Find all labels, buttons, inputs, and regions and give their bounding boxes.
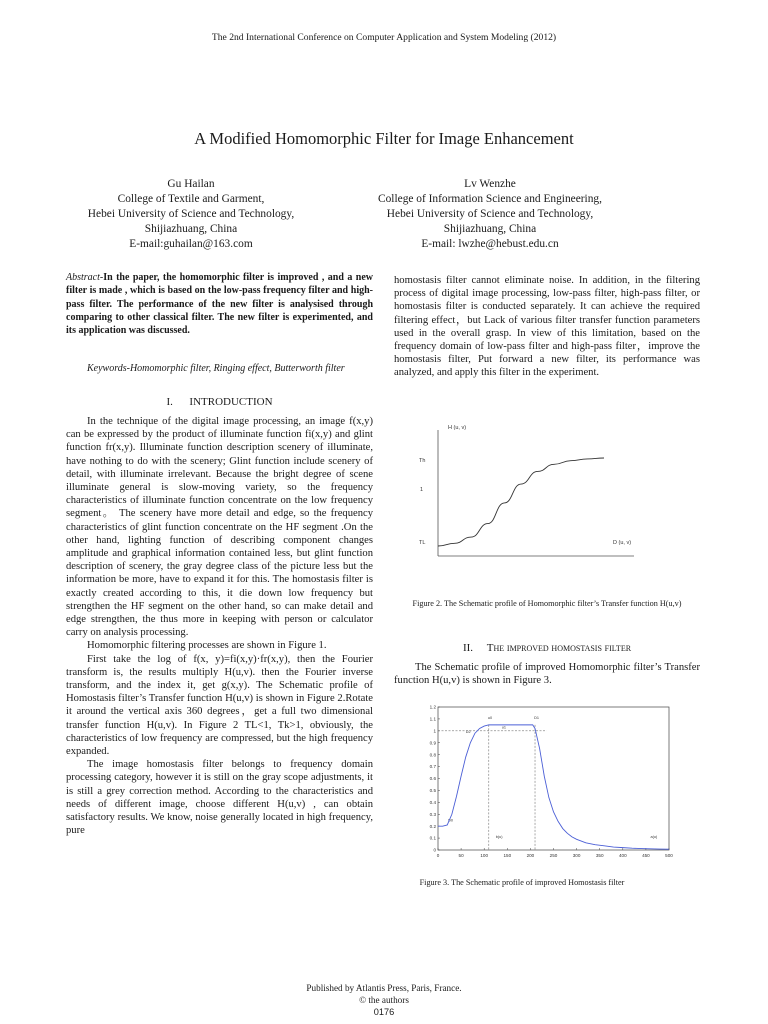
- author-city: Shijiazhuang, China: [443, 223, 537, 235]
- y-tick-label: 0.2: [429, 823, 436, 829]
- y-tick-label: 1: [433, 728, 436, 734]
- x-tick-label: 100: [480, 853, 489, 858]
- author-name: Lv Wenzhe: [464, 178, 516, 190]
- y-tick-label: 0.8: [429, 752, 436, 758]
- y-tick-label: 0: [433, 847, 436, 853]
- section-number: II.: [462, 642, 474, 654]
- curve-annotation: u1: [501, 725, 506, 730]
- continued-paragraph: homostasis filter cannot eliminate noise. In addition, in the filtering process of digital image processing, low-pass filter, high-pass filter, or homostasis filter is conducted separately. It can achieve the required filtering effect，but Lack of various filter transfer function parameters used in the overall grasp. In view of this limitation, based on the frequency domain of low-pass filter and high-pass filter，improve the homostasis filter, Put forward a new filter, its performance was analyzed, and apply this filter in the experiment.: [394, 275, 700, 379]
- abstract-text: In the paper, the homomorphic filter is improved , and a new filter is made , which is based on the low-pass frequency filter and high-pass filter. The performance of the new filter is analysised through comparing to other classical filter. The new filter is experimented, and its application was discussed.: [66, 272, 373, 337]
- section-heading-improved-filter: [394, 642, 700, 655]
- curve-annotation: b(u): [495, 835, 503, 840]
- author-name: Gu Hailan: [167, 178, 215, 190]
- figure-2-chart: [408, 418, 648, 563]
- page-number: 0176: [373, 1007, 395, 1017]
- y-tick-label: 0.9: [429, 740, 436, 746]
- author-email: E-mail:guhailan@163.com: [129, 238, 253, 250]
- curve-annotation: D1: [534, 715, 539, 720]
- y-tick-label: 0.3: [429, 811, 436, 817]
- section-title: The improved homostasis filter: [486, 642, 632, 654]
- intro-paragraph-2: Homomorphic filtering processes are shown in Figure 1.: [87, 640, 327, 652]
- x-tick-label: 400: [618, 853, 627, 858]
- x-tick-label: 50: [458, 853, 464, 858]
- abstract: [66, 271, 373, 337]
- curve-annotation: D2: [465, 730, 471, 735]
- right-column-text: [394, 274, 700, 380]
- author-block-1: [66, 177, 316, 252]
- section-2-body: [394, 661, 700, 687]
- x-tick-label: 0: [436, 853, 440, 858]
- figure-3-caption: Figure 3. The Schematic profile of improved Homostasis filter: [419, 878, 625, 887]
- x-tick-label: 200: [526, 853, 535, 858]
- x-tick-label: 300: [572, 853, 581, 858]
- curve-annotation: u0: [487, 715, 493, 720]
- y-tick-label: 0.1: [429, 835, 436, 841]
- x-tick-label: 350: [595, 853, 604, 858]
- figure-2-caption: Figure 2. The Schematic profile of Homomorphic filter’s Transfer function H(u,v): [412, 599, 682, 608]
- y-tick-label: 0.7: [429, 764, 436, 770]
- plot-frame: [438, 707, 669, 850]
- keywords: Keywords-Homomorphic filter, Ringing effect, Butterworth filter: [87, 363, 345, 374]
- intro-paragraph-3: First take the log of f(x, y)=fi(x,y)·fr(x,y), then the Fourier transform is, the results multiply H(u,v). then the Fourier inverse transform, and the index it, get g(x,y). The Schematic profile of Homostasis filter’s Transfer function H(u,v) is shown in Figure 2.Rotate it around the vertical axis 360 degrees，get a full two dimensional transfer function H(u,v). In Figure 2 TL<1, Tk>1, obviously, the characteristics of low frequency are compressed, but the high frequency expanded.: [66, 653, 373, 758]
- curve-annotation: a(u): [650, 835, 658, 840]
- author-university: Hebei University of Science and Technology,: [87, 208, 295, 220]
- author-affiliation: College of Textile and Garment,: [117, 193, 265, 205]
- author-email: E-mail: lwzhe@hebust.edu.cn: [421, 238, 559, 250]
- paper-title: A Modified Homomorphic Filter for Image Enhancement: [194, 129, 574, 148]
- y-tick-label: 0.6: [429, 776, 436, 782]
- y-tick-label: 0.5: [429, 788, 436, 794]
- author-city: Shijiazhuang, China: [144, 223, 238, 235]
- author-university: Hebei University of Science and Technology,: [386, 208, 594, 220]
- section-number: I.: [166, 396, 173, 408]
- intro-body: [66, 415, 373, 838]
- curve-annotation: D0: [448, 818, 454, 823]
- author-affiliation: College of Information Science and Engineering,: [378, 193, 602, 205]
- x-tick-label: 150: [503, 853, 512, 858]
- figure-3-chart: [428, 699, 690, 865]
- section-2-paragraph: The Schematic profile of improved Homomorphic filter’s Transfer function H(u,v) is shown in Figure 3.: [394, 662, 700, 687]
- conference-header: The 2nd International Conference on Computer Application and System Modeling (2012): [211, 32, 557, 43]
- section-heading-introduction: [66, 396, 373, 409]
- y-tick-label: 1.1: [429, 716, 436, 722]
- author-block-2: [365, 177, 615, 252]
- intro-paragraph-1: In the technique of the digital image processing, an image f(x,y) can be expressed by the product of illuminate function fi(x,y) and glint function fr(x,y). Illuminate function description scenery of illuminate, have nothing to do with the scenery; Glint function include scenery of detail, with illuminate irrelevant. Because the bright degree of scene illuminate general is slow-moving variety, so the frequency characteristics of illuminate function concentrate on the low frequency segment。 The scenery have more detail and edge, so the frequency characteristics of glint function concentrate on the HF segment .On the other hand, lighting function of describing component changes amplitude and graphical information contained less, but glint function description of scenery, the gray degree class of the picture less but the information be more, have to expand it for this. The homostasis filter is exactly created according to this, it die down low frequency but strengthen the HF segment on the other hand, so can make detail and edge strengthen, the thus more in keeping with person or calculator carry on analysis processing.: [66, 416, 373, 639]
- y-tick-label: 1.2: [429, 704, 436, 710]
- x-tick-label: 500: [665, 853, 673, 858]
- x-tick-label: 250: [549, 853, 558, 858]
- intro-paragraph-4: The image homostasis filter belongs to frequency domain processing category, however it is still on the gray scope adjustments, it is still a grey correction method. According to the characteristics and needs of different image, choose different H(u,v) , can obtain satisfactory results. We know, noise generally located in high frequency, pure: [66, 759, 373, 837]
- level-label-th: Th: [419, 458, 426, 464]
- level-label-1: 1: [420, 487, 424, 493]
- footer-copyright: © the authors: [359, 995, 409, 1005]
- footer-publisher: Published by Atlantis Press, Paris, France.: [306, 983, 462, 993]
- section-title: INTRODUCTION: [189, 396, 273, 408]
- level-label-tl: TL: [419, 540, 426, 546]
- y-tick-label: 0.4: [429, 799, 436, 805]
- x-axis-label: D (u, v): [613, 540, 632, 546]
- x-tick-label: 450: [642, 853, 650, 858]
- y-axis-label: H (u, v): [448, 425, 467, 431]
- transfer-curve: [438, 458, 604, 546]
- abstract-label: Abstract-: [66, 272, 104, 283]
